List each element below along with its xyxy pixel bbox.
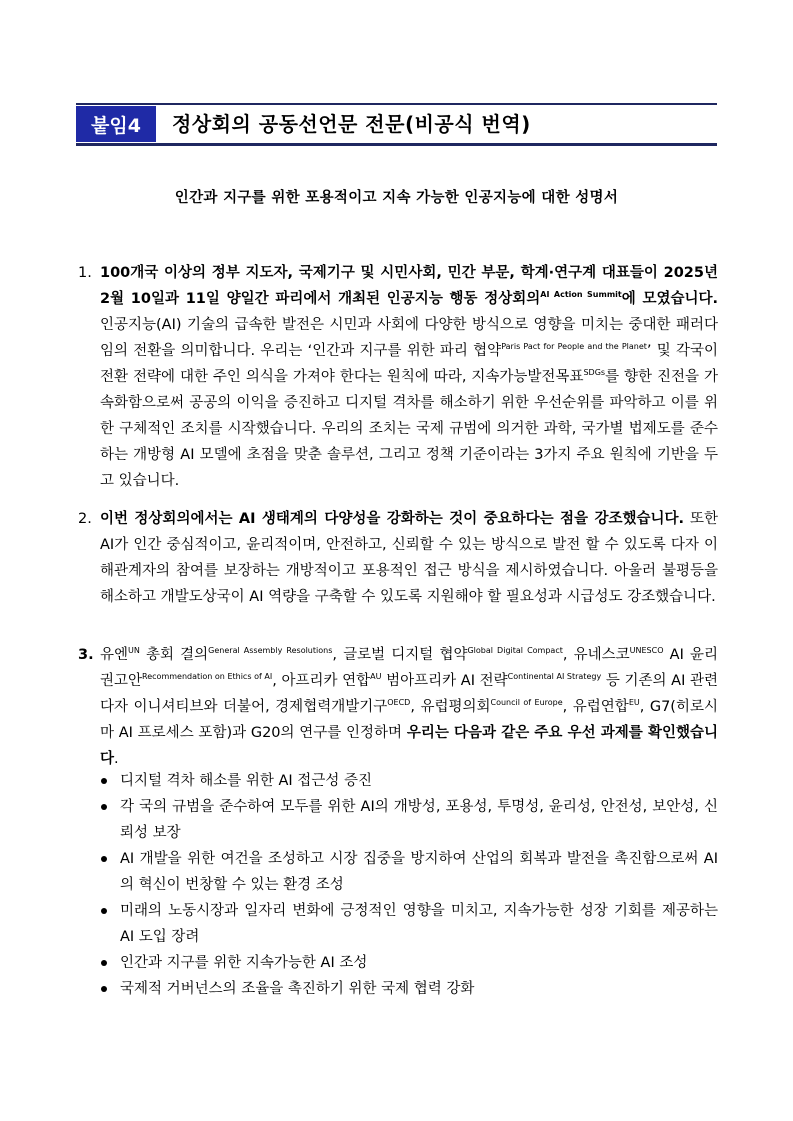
text-run: 범아프리카 AI 전략 — [381, 673, 508, 689]
page-title: 정상회의 공동선언문 전문(비공식 번역) — [172, 112, 531, 136]
text-run: , 유럽평의회 — [410, 699, 491, 715]
text-run: 총회 결의 — [139, 647, 209, 663]
list-item-text: 미래의 노동시장과 일자리 변화에 긍정적인 영향을 미치고, 지속가능한 성장 기회를 제공하는 AI 도입 장려 — [120, 903, 718, 945]
header-bottom-rule — [76, 143, 717, 146]
text-run: , 아프리카 연합 — [272, 673, 371, 689]
superscript-term: Council of Europe — [490, 698, 563, 708]
bullet-icon — [101, 960, 107, 966]
superscript-term: UNESCO — [629, 646, 664, 656]
list-item — [100, 846, 718, 898]
list-item-text: AI 개발을 위한 여건을 조성하고 시장 집중을 방지하여 산업의 회복과 발전을 촉진함으로써 AI의 혁신이 번창할 수 있는 환경 조성 — [120, 851, 718, 893]
paragraph-text — [100, 642, 718, 772]
text-run: , G7(히로시마 AI 프로세스 포함)과 G20의 연구를 인정하며 — [100, 699, 718, 741]
text-run: 를 향한 진전을 가속화함으로써 공공의 이익을 증진하고 디지털 격차를 해소하기 위한 우선순위를 파악하고 이를 위한 구체적인 조치를 시작했습니다. 우리의 조치는 국제 규범에 의거한 과학, 국가별 법제도를 준수하는 개방형 AI 모델에 초점을 맞춘 솔루션, 그리고 정책 기준이라는 3가지 주요 원칙에 기반을 두고 있습니다. — [100, 369, 718, 489]
priority-list — [100, 768, 718, 1002]
list-item — [100, 768, 718, 794]
text-run: , 유네스코 — [562, 647, 630, 663]
text-run: 우리는 다음과 같은 주요 우선 과제를 확인했습니다 — [100, 725, 718, 767]
list-item — [100, 976, 718, 1002]
text-run: 등 기존의 AI 관련 다자 이니셔티브와 더불어, 경제협력개발기구 — [100, 673, 719, 715]
superscript-term: SDGs — [583, 368, 606, 378]
bullet-icon — [101, 804, 107, 810]
paragraph-text — [100, 260, 718, 494]
superscript-term: Global Digital Compact — [467, 646, 563, 656]
text-run: 이번 정상회의에서는 AI 생태계의 다양성을 강화하는 것이 중요하다는 점을 강조했습니다. — [100, 511, 685, 527]
superscript-term: AI Action Summit — [540, 290, 622, 300]
superscript-term: Recommendation on Ethics of AI — [142, 672, 273, 682]
text-run: , 유럽연합 — [562, 699, 629, 715]
list-item — [100, 794, 718, 846]
text-run: ’ 및 각국이 전환 전략에 대한 주인 의식을 가져야 한다는 원칙에 따라, 지속가능발전목표 — [100, 343, 719, 385]
paragraph-3 — [78, 642, 718, 772]
list-item-text: 디지털 격차 해소를 위한 AI 접근성 증진 — [120, 773, 372, 789]
bullet-icon — [101, 856, 107, 862]
superscript-term: AU — [370, 672, 382, 682]
superscript-term: UN — [128, 646, 140, 656]
superscript-term: OECD — [387, 698, 411, 708]
paragraph-text — [100, 506, 718, 610]
header-top-rule — [76, 103, 717, 105]
list-item — [100, 898, 718, 950]
list-item-text: 각 국의 규범을 준수하여 모두를 위한 AI의 개방성, 포용성, 투명성, 윤리성, 안전성, 보안성, 신뢰성 보장 — [120, 799, 718, 841]
paragraph-number: 1. — [78, 265, 92, 281]
text-run: 또한 AI가 인간 중심적이고, 윤리적이며, 안전하고, 신뢰할 수 있는 방식으로 발전 할 수 있도록 다자 이해관계자의 참여를 보장하는 개방적이고 포용적인 접근 방식을 제시하였습니다. 아울러 불평등을 해소하고 개발도상국이 AI 역량을 구축할 수 있도록 지원해야 할 필요성과 시급성도 강조했습니다. — [100, 511, 718, 605]
bullet-icon — [101, 778, 107, 784]
document-subtitle: 인간과 지구를 위한 포용적이고 지속 가능한 인공지능에 대한 성명서 — [174, 190, 619, 206]
text-run: , 글로벌 디지털 협약 — [332, 647, 468, 663]
list-item — [100, 950, 718, 976]
bullet-icon — [101, 908, 107, 914]
superscript-term: EU — [628, 698, 640, 708]
list-item-text: 인간과 지구를 위한 지속가능한 AI 조성 — [120, 955, 368, 971]
section-header — [76, 103, 717, 147]
attachment-badge: 붙임4 — [76, 106, 156, 142]
bullet-icon — [101, 986, 107, 992]
paragraph-2 — [78, 506, 718, 610]
superscript-term: Paris Pact for People and the Planet — [501, 342, 647, 352]
superscript-term: General Assembly Resolutions — [208, 646, 333, 656]
text-run: 100개국 이상의 정부 지도자, 국제기구 및 시민사회, 민간 부문, 학계·연구계 대표들이 2025년 2월 10일과 11일 양일간 파리에서 개최된 인공지능 행동 정상회의 — [100, 265, 718, 307]
paragraph-1 — [78, 260, 718, 494]
text-run: AI 윤리 권고안 — [100, 647, 719, 689]
list-item-text: 국제적 거버넌스의 조율을 촉진하기 위한 국제 협력 강화 — [120, 981, 475, 997]
text-run: 유엔 — [100, 647, 129, 663]
text-run: . — [114, 751, 119, 767]
superscript-term: Continental AI Strategy — [507, 672, 602, 682]
text-run: 인공지능(AI) 기술의 급속한 발전은 시민과 사회에 다양한 방식으로 영향을 미치는 중대한 패러다임의 전환을 의미합니다. 우리는 ‘인간과 지구를 위한 파리 협약 — [100, 317, 718, 359]
paragraph-number: 2. — [78, 511, 92, 527]
text-run: 에 모였습니다. — [621, 291, 718, 307]
paragraph-number: 3. — [78, 647, 94, 663]
